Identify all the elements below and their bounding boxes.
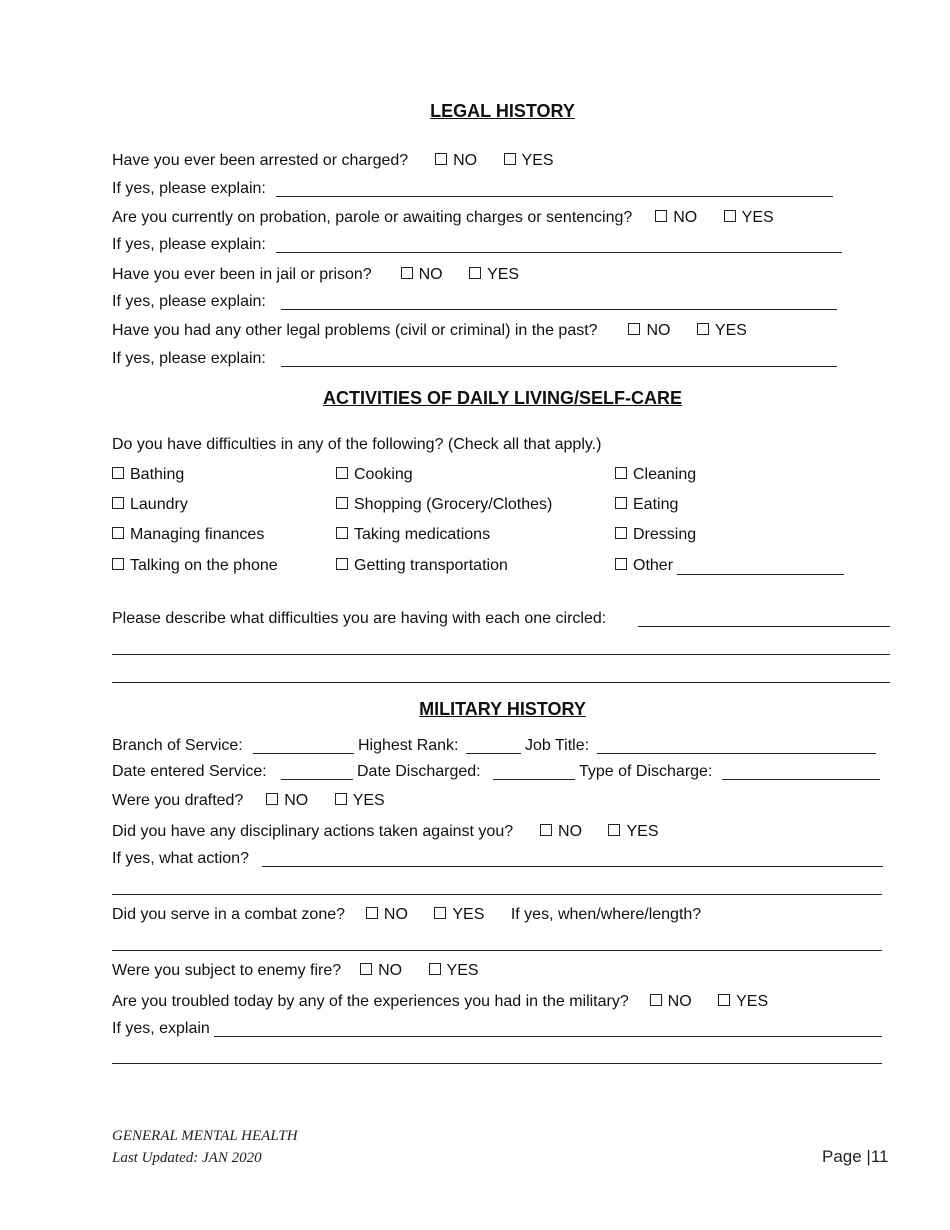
disciplinary-question: Did you have any disciplinary actions taken against you? NO YES <box>112 823 659 840</box>
adl-item-shopping[interactable]: Shopping (Grocery/Clothes) <box>336 497 552 513</box>
probation-explain-line[interactable] <box>276 252 842 253</box>
what-action-line[interactable] <box>112 894 882 895</box>
enemy-fire-no-option[interactable]: NO <box>360 963 402 979</box>
other-legal-yes-option[interactable]: YES <box>697 323 747 339</box>
drafted-yes-option[interactable]: YES <box>335 793 385 809</box>
checkbox[interactable] <box>650 994 662 1006</box>
job-title-label: Job Title: <box>525 737 590 754</box>
military-history-title: MILITARY HISTORY <box>419 699 586 719</box>
adl-describe-line[interactable] <box>638 626 890 627</box>
arrested-explain-label: If yes, please explain: <box>112 180 266 197</box>
adl-item-bathing[interactable]: Bathing <box>112 467 184 483</box>
discharge-type-label: Type of Discharge: <box>579 763 713 780</box>
checkbox[interactable] <box>724 210 736 222</box>
checkbox[interactable] <box>697 323 709 335</box>
checkbox[interactable] <box>469 267 481 279</box>
checkbox[interactable] <box>112 497 124 509</box>
what-action-line[interactable] <box>262 866 883 867</box>
checkbox[interactable] <box>628 323 640 335</box>
checkbox[interactable] <box>608 824 620 836</box>
checkbox[interactable] <box>336 467 348 479</box>
footer-last-updated: Last Updated: JAN 2020 <box>112 1150 262 1166</box>
enemy-fire-question: Were you subject to enemy fire? NO YES <box>112 962 479 979</box>
other-legal-question: Have you had any other legal problems (civil or criminal) in the past? NO YES <box>112 322 747 339</box>
troubled-no-option[interactable]: NO <box>650 994 692 1010</box>
combat-no-option[interactable]: NO <box>366 907 408 923</box>
arrested-no-option[interactable]: NO <box>435 153 477 169</box>
adl-item-transportation[interactable]: Getting transportation <box>336 558 508 574</box>
probation-yes-option[interactable]: YES <box>724 210 774 226</box>
checkbox[interactable] <box>655 210 667 222</box>
rank-line[interactable] <box>466 753 521 754</box>
probation-no-option[interactable]: NO <box>655 210 697 226</box>
adl-item-other[interactable]: Other <box>615 558 673 574</box>
drafted-no-option[interactable]: NO <box>266 793 308 809</box>
troubled-question: Are you troubled today by any of the experiences you had in the military? NO YES <box>112 993 769 1010</box>
adl-item-dressing[interactable]: Dressing <box>615 527 696 543</box>
branch-label: Branch of Service: <box>112 737 243 754</box>
checkbox[interactable] <box>615 497 627 509</box>
checkbox[interactable] <box>112 527 124 539</box>
date-entered-line[interactable] <box>281 779 353 780</box>
date-discharged-label: Date Discharged: <box>357 763 481 780</box>
checkbox[interactable] <box>615 527 627 539</box>
jail-yes-option[interactable]: YES <box>469 267 519 283</box>
other-legal-explain-label: If yes, please explain: <box>112 350 266 367</box>
date-entered-label: Date entered Service: <box>112 763 267 780</box>
rank-label: Highest Rank: <box>358 737 459 754</box>
checkbox[interactable] <box>360 963 372 975</box>
arrested-explain-line[interactable] <box>276 196 833 197</box>
checkbox[interactable] <box>336 497 348 509</box>
combat-question: Did you serve in a combat zone? NO YES If yes, when/where/length? <box>112 906 702 923</box>
checkbox[interactable] <box>504 153 516 165</box>
adl-describe-line[interactable] <box>112 682 890 683</box>
adl-item-cooking[interactable]: Cooking <box>336 467 413 483</box>
adl-item-eating[interactable]: Eating <box>615 497 678 513</box>
troubled-explain-line[interactable] <box>214 1036 882 1037</box>
disciplinary-yes-option[interactable]: YES <box>608 824 658 840</box>
checkbox[interactable] <box>266 793 278 805</box>
branch-line[interactable] <box>253 753 354 754</box>
adl-title: ACTIVITIES OF DAILY LIVING/SELF-CARE <box>322 388 683 408</box>
date-discharged-line[interactable] <box>493 779 575 780</box>
other-legal-no-option[interactable]: NO <box>628 323 670 339</box>
adl-item-talking-phone[interactable]: Talking on the phone <box>112 558 278 574</box>
troubled-yes-option[interactable]: YES <box>718 994 768 1010</box>
other-legal-explain-line[interactable] <box>281 366 837 367</box>
drafted-question: Were you drafted? NO YES <box>112 792 385 809</box>
arrested-question: Have you ever been arrested or charged? NO YES <box>112 152 554 169</box>
jail-question: Have you ever been in jail or prison? NO YES <box>112 266 520 283</box>
job-title-line[interactable] <box>597 753 876 754</box>
adl-item-laundry[interactable]: Laundry <box>112 497 188 513</box>
checkbox[interactable] <box>112 558 124 570</box>
footer-form-name: GENERAL MENTAL HEALTH <box>112 1128 298 1144</box>
jail-no-option[interactable]: NO <box>401 267 443 283</box>
checkbox[interactable] <box>336 527 348 539</box>
when-where-label: If yes, when/where/length? <box>510 906 702 923</box>
adl-other-line[interactable] <box>677 574 844 575</box>
probation-explain-label: If yes, please explain: <box>112 236 266 253</box>
discharge-type-line[interactable] <box>722 779 880 780</box>
checkbox[interactable] <box>435 153 447 165</box>
combat-details-line[interactable] <box>112 950 882 951</box>
legal-history-title: LEGAL HISTORY <box>430 101 575 121</box>
what-action-label: If yes, what action? <box>112 850 249 867</box>
adl-item-taking-medications[interactable]: Taking medications <box>336 527 490 543</box>
adl-describe-label: Please describe what difficulties you are having with each one circled: <box>112 610 607 627</box>
checkbox[interactable] <box>540 824 552 836</box>
adl-item-managing-finances[interactable]: Managing finances <box>112 527 264 543</box>
troubled-explain-line[interactable] <box>112 1063 882 1064</box>
checkbox[interactable] <box>615 467 627 479</box>
page-number: Page |11 <box>822 1147 889 1166</box>
checkbox[interactable] <box>429 963 441 975</box>
checkbox[interactable] <box>366 907 378 919</box>
probation-question: Are you currently on probation, parole or awaiting charges or sentencing? NO YES <box>112 209 774 226</box>
arrested-yes-option[interactable]: YES <box>504 153 554 169</box>
checkbox[interactable] <box>434 907 446 919</box>
checkbox[interactable] <box>615 558 627 570</box>
jail-explain-label: If yes, please explain: <box>112 293 266 310</box>
checkbox[interactable] <box>112 467 124 479</box>
adl-prompt: Do you have difficulties in any of the following? (Check all that apply.) <box>112 436 602 453</box>
enemy-fire-yes-option[interactable]: YES <box>429 963 479 979</box>
checkbox[interactable] <box>401 267 413 279</box>
combat-yes-option[interactable]: YES <box>434 907 484 923</box>
checkbox[interactable] <box>718 994 730 1006</box>
troubled-explain-label: If yes, explain <box>112 1020 210 1037</box>
disciplinary-no-option[interactable]: NO <box>540 824 582 840</box>
adl-describe-line[interactable] <box>112 654 890 655</box>
jail-explain-line[interactable] <box>281 309 837 310</box>
checkbox[interactable] <box>336 558 348 570</box>
checkbox[interactable] <box>335 793 347 805</box>
adl-item-cleaning[interactable]: Cleaning <box>615 467 696 483</box>
